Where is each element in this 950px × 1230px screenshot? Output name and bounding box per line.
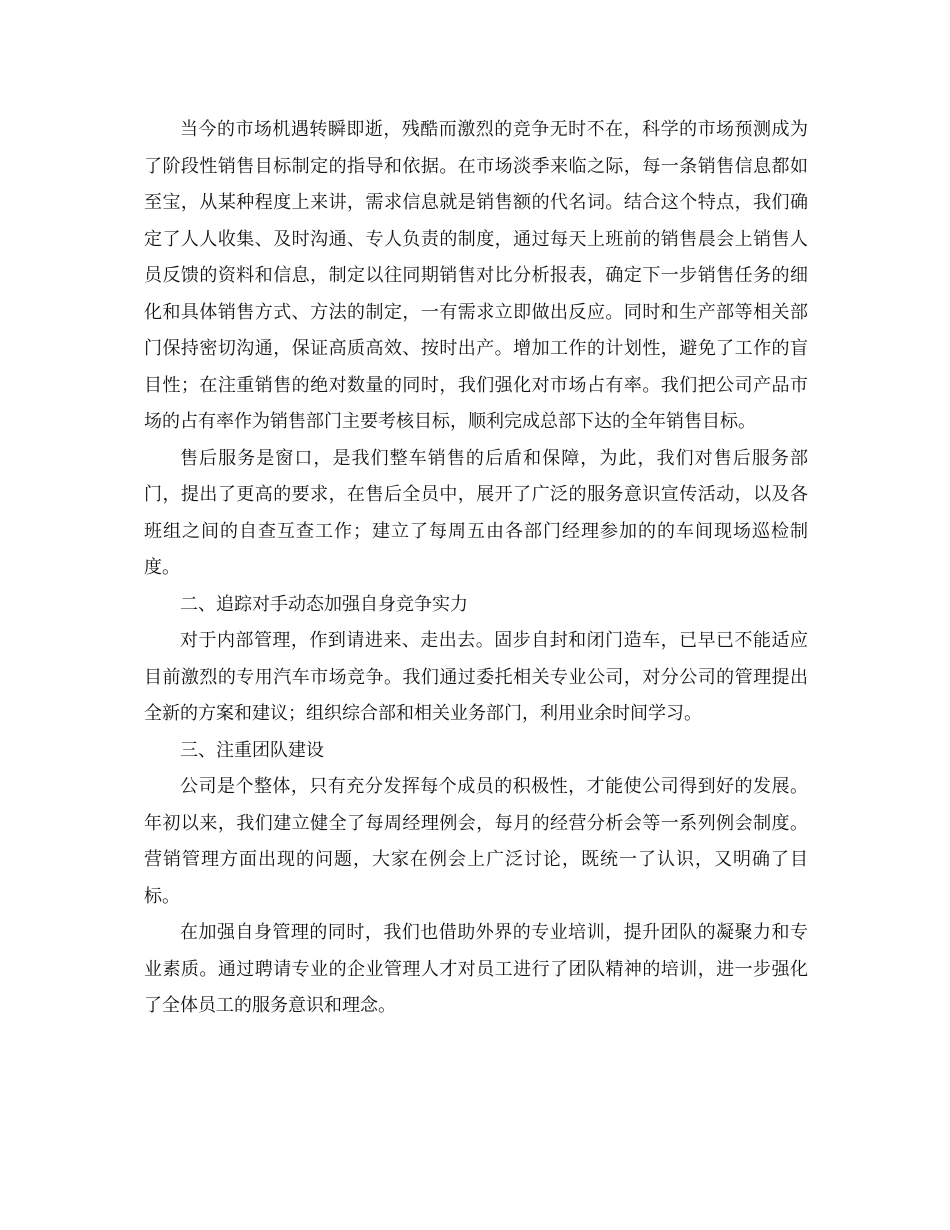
paragraph-internal-management: 对于内部管理，作到请进来、走出去。固步自封和闭门造车，已早已不能适应目前激烈的专用汽车市场竞争。我们通过委托相关专业公司，对分公司的管理提出全新的方案和建议；组织综合部和相关业务部门，利用业余时间学习。 [144,630,808,724]
section-heading-team-building: 三、注重团队建设 [180,739,324,761]
document-body [144,112,808,1025]
paragraph-market-forecast: 当今的市场机遇转瞬即逝，残酷而激烈的竞争无时不在，科学的市场预测成为了阶段性销售目标制定的指导和依据。在市场淡季来临之际，每一条销售信息都如至宝，从某种程度上来讲，需求信息就是销售额的代名词。结合这个特点，我们确定了人人收集、及时沟通、专人负责的制度，通过每天上班前的销售晨会上销售人员反馈的资料和信息，制定以往同期销售对比分析报表，确定下一步销售任务的细化和具体销售方式、方法的制定，一有需求立即做出反应。同时和生产部等相关部门保持密切沟通，保证高质高效、按时出产。增加工作的计划性，避免了工作的盲目性；在注重销售的绝对数量的同时，我们强化对市场占有率。我们把公司产品市场的占有率作为销售部门主要考核目标，顺利完成总部下达的全年销售目标。 [144,119,808,432]
paragraph-company-whole: 公司是个整体，只有充分发挥每个成员的积极性，才能使公司得到好的发展。年初以来，我们建立健全了每周经理例会，每月的经营分析会等一系列例会制度。营销管理方面出现的问题，大家在例会上广泛讨论，既统一了认识，又明确了目标。 [144,776,808,907]
paragraph-after-sales-service: 售后服务是窗口，是我们整车销售的后盾和保障，为此，我们对售后服务部门，提出了更高的要求，在售后全员中，展开了广泛的服务意识宣传活动，以及各班组之间的自查互查工作；建立了每周五由各部门经理参加的的车间现场巡检制度。 [144,447,808,578]
paragraph-professional-training: 在加强自身管理的同时，我们也借助外界的专业培训，提升团队的凝聚力和专业素质。通过聘请专业的企业管理人才对员工进行了团队精神的培训，进一步强化了全体员工的服务意识和理念。 [144,922,808,1016]
section-heading-competitor-tracking: 二、追踪对手动态加强自身竞争实力 [180,593,468,615]
